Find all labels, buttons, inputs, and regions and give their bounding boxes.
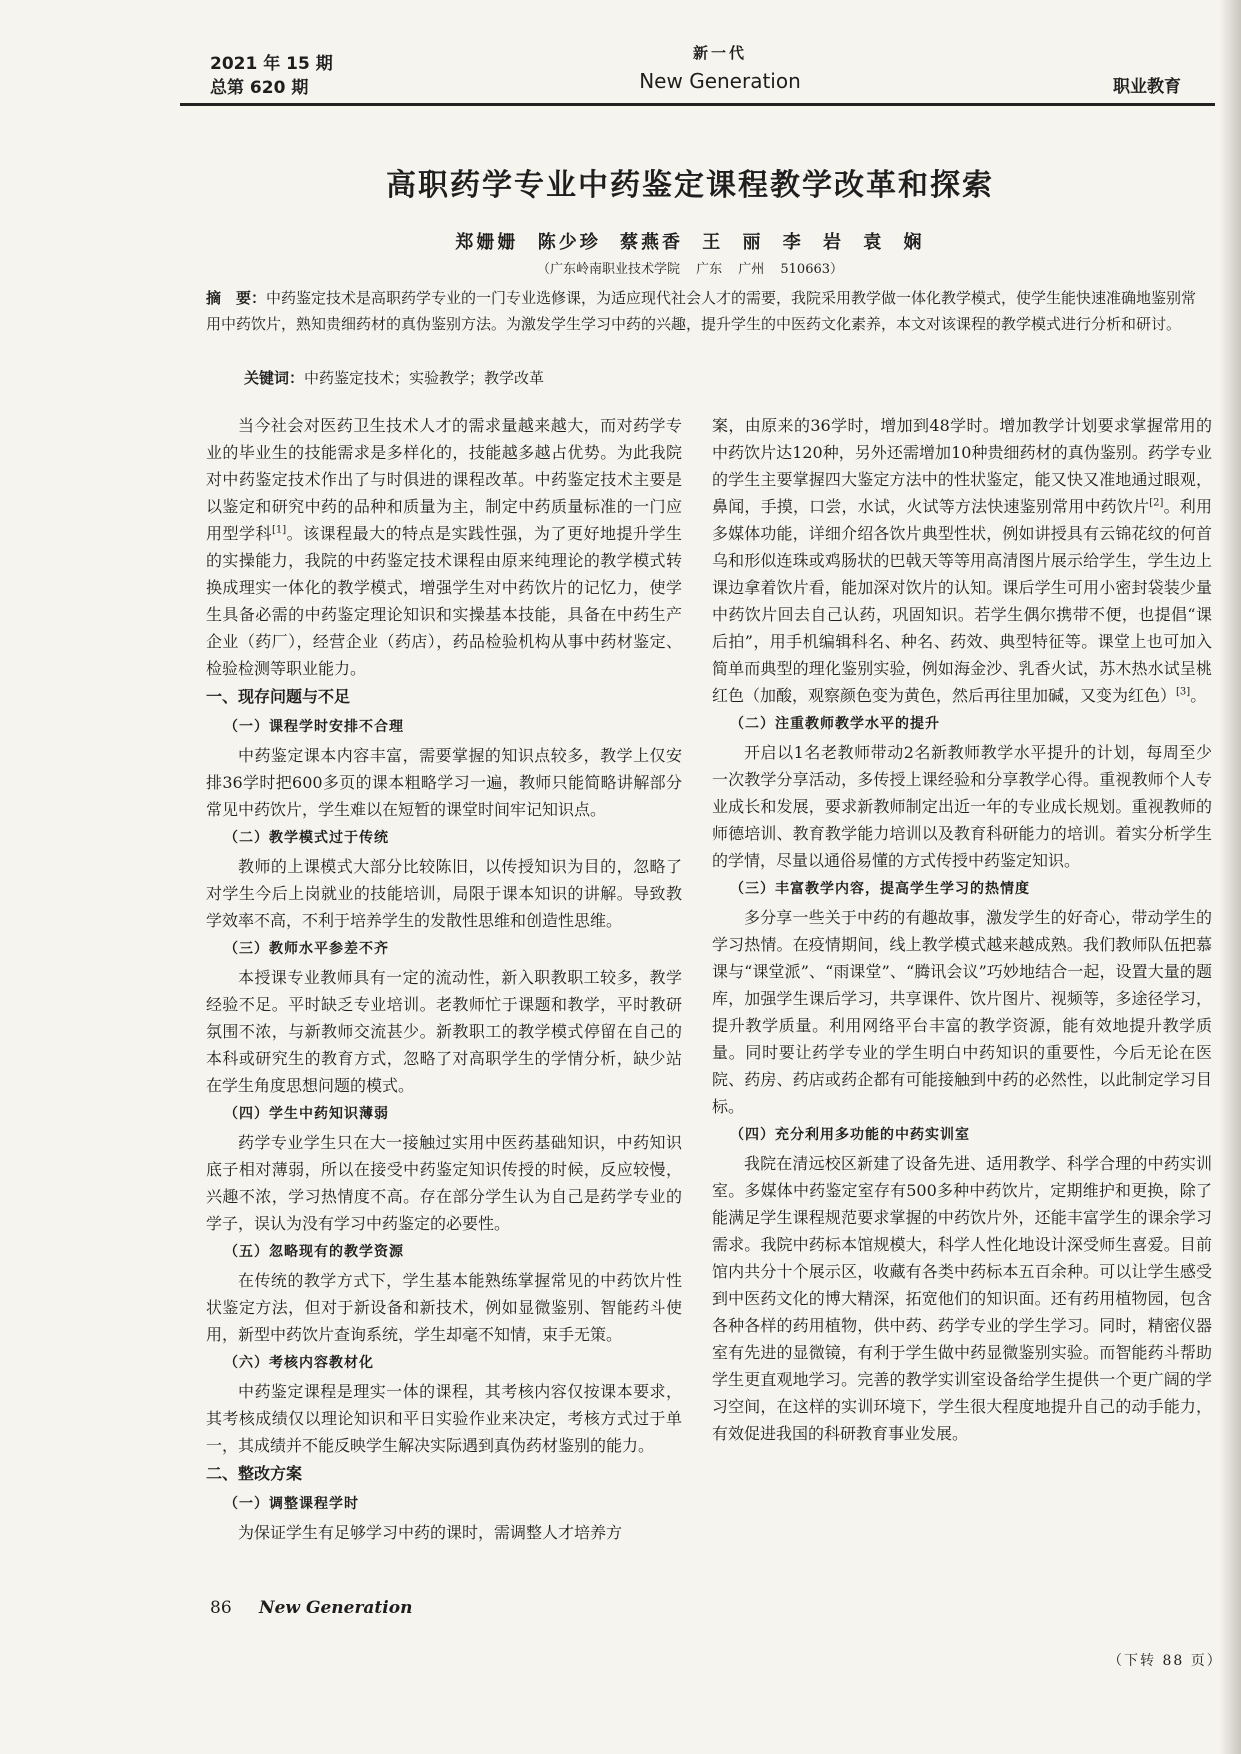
subsection-2-2-heading: （二）注重教师教学水平的提升 [730, 716, 940, 732]
abstract-text: 中药鉴定技术是高职药学专业的一门专业选修课，为适应现代社会人才的需要，我院采用教学做一体化教学模式，使学生能快速准确地鉴别常用中药饮片，熟知贵细药材的真伪鉴别方法。为激发学生学习中药的兴趣，提升学生的中医药文化素养，本文对该课程的教学模式进行分析和研讨。 [206, 289, 1197, 333]
subsection-2-4-heading: （四）充分利用多功能的中药实训室 [730, 1127, 970, 1143]
intro-text-part2: 。该课程最大的特点是实践性强，为了更好地提升学生的实操能力，我院的中药鉴定技术课程由原来纯理论的教学模式转换成理实一体化的教学模式，增强学生对中药饮片的记忆力，使学生具备必需的中药鉴定理论知识和实操基本技能，具备在中药生产企业（药厂），经营企业（药店），药品检验机构从事中药材鉴定、检验检测等职业能力。 [206, 524, 682, 678]
total-issue-number: 总第 620 期 [210, 78, 309, 98]
page-footer [210, 1598, 412, 1618]
issue-number: 2021 年 15 期 [210, 54, 333, 74]
abstract [206, 285, 1211, 337]
citation-2: [2] [1149, 497, 1164, 509]
subsection-2-1-text: 为保证学生有足够学习中药的课时，需调整人才培养方 [238, 1523, 623, 1542]
author-affiliation: （广东岭南职业技术学院 广东 广州 510663） [536, 262, 844, 277]
keywords [244, 365, 1204, 391]
magazine-name-cn: 新一代 [692, 44, 747, 62]
subsection-1-3-heading: （三）教师水平参差不齐 [224, 941, 389, 957]
article-authors: 郑姗姗 陈少珍 蔡燕香 王 丽 李 岩 袁 娴 [455, 232, 925, 253]
intro-text-part1: 当今社会对医药卫生技术人才的需求量越来越大，而对药学专业的毕业生的技能需求是多样化的，技能越多越占优势。为此我院对中药鉴定技术作出了与时俱进的课程改革。中药鉴定技术主要是以鉴定和研究中药的品种和质量为主，制定中药质量标准的一门应用型学科 [206, 416, 682, 543]
subsection-1-2-heading: （二）教学模式过于传统 [224, 830, 389, 846]
subsection-2-3-heading: （三）丰富教学内容，提高学生学习的热情度 [730, 881, 1030, 897]
citation-1: [1] [271, 524, 287, 536]
subsection-1-2-text: 教师的上课模式大部分比较陈旧，以传授知识为目的，忽略了对学生今后上岗就业的技能培训，局限于课本知识的讲解。导致教学效率不高，不利于培养学生的发散性思维和创造性思维。 [206, 857, 682, 930]
magazine-masthead [600, 42, 840, 93]
citation-3: [3] [1176, 686, 1191, 698]
continuation-text-part1: 案，由原来的36学时，增加到48学时。增加教学计划要求掌握常用的中药饮片达120种，另外还需增加10种贵细药材的真伪鉴别。药学专业的学生主要掌握四大鉴定方法中的性状鉴定，能又快又准地通过眼观，鼻闻，手摸，口尝，水试，火试等方法快速鉴别常用中药饮片 [712, 416, 1212, 516]
right-column [712, 412, 1212, 1447]
abstract-label: 摘 要： [206, 289, 267, 307]
right-continuation-paragraph [712, 412, 1212, 709]
issue-info [210, 52, 333, 100]
subsection-1-5-heading: （五）忽略现有的教学资源 [224, 1244, 404, 1260]
intro-paragraph [206, 412, 682, 682]
subsection-2-1-heading: （一）调整课程学时 [224, 1496, 359, 1512]
subsection-2-3-text: 多分享一些关于中药的有趣故事，激发学生的好奇心，带动学生的学习热情。在疫情期间，线上教学模式越来越成熟。我们教师队伍把慕课与“课堂派”、“雨课堂”、“腾讯会议”巧妙地结合一起，设置大量的题库，加强学生课后学习，共享课件、饮片图片、视频等，多途径学习，提升教学质量。利用网络平台丰富的教学资源，能有效地提升教学质量。同时要让药学专业的学生明白中药知识的重要性，今后无论在医院、药房、药店或药企都有可能接触到中药的必然性，以此制定学习目标。 [712, 908, 1212, 1116]
section-name: 职业教育 [1113, 77, 1181, 97]
subsection-1-6-text: 中药鉴定课程是理实一体的课程，其考核内容仅按课本要求，其考核成绩仅以理论知识和平日实验作业来决定，考核方式过于单一，其成绩并不能反映学生解决实际遇到真伪药材鉴别的能力。 [206, 1382, 682, 1455]
subsection-1-3-text: 本授课专业教师具有一定的流动性，新入职教职工较多，教学经验不足。平时缺乏专业培训。老教师忙于课题和教学，平时教研氛围不浓，与新教师交流甚少。新教职工的教学模式停留在自己的本科或研究生的教育方式，忽略了对高职学生的学情分析，缺少站在学生角度思想问题的模式。 [206, 968, 682, 1095]
header-divider [180, 103, 1215, 106]
subsection-1-4-heading: （四）学生中药知识薄弱 [224, 1106, 389, 1122]
page-number: 86 [210, 1598, 232, 1618]
scan-edge [1219, 0, 1241, 1754]
continued-on-page-note: （下转 88 页） [1108, 1653, 1223, 1669]
section-2-heading: 二、整改方案 [206, 1464, 303, 1483]
footer-magazine-name: New Generation [259, 1598, 413, 1618]
left-column [206, 412, 682, 1546]
continuation-text-part3: 。 [1190, 686, 1207, 705]
subsection-1-5-text: 在传统的教学方式下，学生基本能熟练掌握常见的中药饮片性状鉴定方法，但对于新设备和新技术，例如显微鉴别、智能药斗使用，新型中药饮片查询系统，学生却毫不知情，束手无策。 [206, 1271, 682, 1344]
section-1-heading: 一、现存问题与不足 [206, 687, 351, 706]
keywords-text: 中药鉴定技术；实验教学；教学改革 [304, 369, 545, 387]
subsection-2-2-text: 开启以1名老教师带动2名新教师教学水平提升的计划，每周至少一次教学分享活动，多传授上课经验和分享教学心得。重视教师个人专业成长和发展，要求新教师制定出近一年的专业成长规划。重视教师的师德培训、教育教学能力培训以及教育科研能力的培训。着实分析学生的学情，尽量以通俗易懂的方式传授中药鉴定知识。 [712, 743, 1212, 870]
subsection-1-6-heading: （六）考核内容教材化 [224, 1355, 374, 1371]
subsection-1-1-text: 中药鉴定课本内容丰富，需要掌握的知识点较多，教学上仅安排36学时把600多页的课本粗略学习一遍，教师只能简略讲解部分常见中药饮片，学生难以在短暂的课堂时间牢记知识点。 [206, 746, 682, 819]
article-title: 高职药学专业中药鉴定课程教学改革和探索 [386, 168, 994, 203]
subsection-2-4-text: 我院在清远校区新建了设备先进、适用教学、科学合理的中药实训室。多媒体中药鉴定室存有500多种中药饮片，定期维护和更换，除了能满足学生课程规范要求掌握的中药饮片外，还能丰富学生的课余学习需求。我院中药标本馆规模大，科学人性化地设计深受师生喜爱。目前馆内共分十个展示区，收藏有各类中药标本五百余种。可以让学生感受到中医药文化的博大精深，拓宽他们的知识面。还有药用植物园，包含各种各样的药用植物，供中药、药学专业的学生学习。同时，精密仪器室有先进的显微镜，有利于学生做中药显微鉴别实验。而智能药斗帮助学生更直观地学习。完善的教学实训室设备给学生提供一个更广阔的学习空间，在这样的实训环境下，学生很大程度地提升自己的动手能力，有效促进我国的科研教育事业发展。 [712, 1154, 1212, 1443]
magazine-name-en: New Generation [639, 69, 801, 93]
continuation-text-part2: 。利用多媒体功能，详细介绍各饮片典型性状，例如讲授具有云锦花纹的何首乌和形似连珠或鸡肠状的巴戟天等等用高清图片展示给学生，学生边上课边拿着饮片看，能加深对饮片的认知。课后学生可用小密封袋装少量中药饮片回去自己认药，巩固知识。若学生偶尔携带不便，也提倡“课后拍”，用手机编辑科名、种名、药效、典型特征等。课堂上也可加入简单而典型的理化鉴别实验，例如海金沙、乳香火试，苏木热水试呈桃红色（加酸，观察颜色变为黄色，然后再往里加碱，又变为红色） [712, 497, 1212, 705]
keywords-label: 关键词： [244, 369, 305, 387]
subsection-1-4-text: 药学专业学生只在大一接触过实用中医药基础知识，中药知识底子相对薄弱，所以在接受中药鉴定知识传授的时候，反应较慢，兴趣不浓，学习热情度不高。存在部分学生认为自己是药学专业的学子，误认为没有学习中药鉴定的必要性。 [206, 1133, 682, 1233]
subsection-1-1-heading: （一）课程学时安排不合理 [224, 719, 404, 735]
